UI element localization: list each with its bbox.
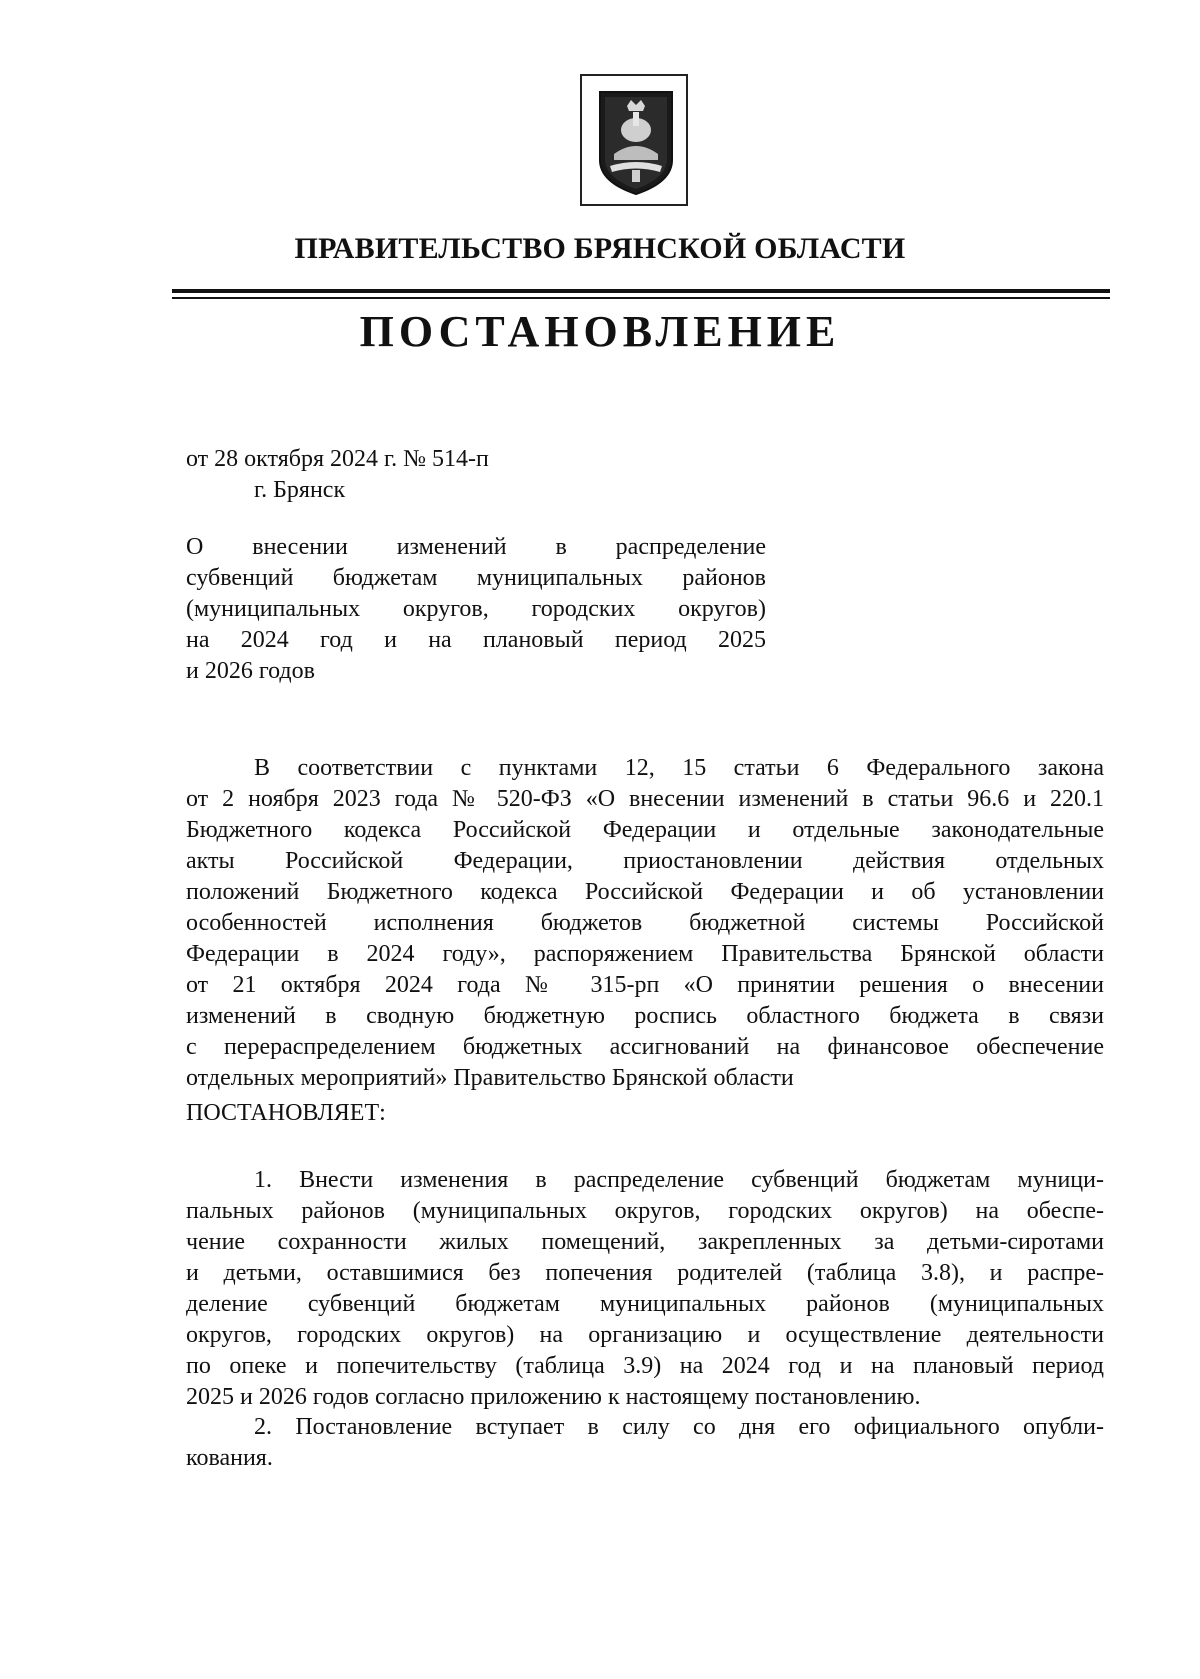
item-paragraph-1 — [186, 1165, 1104, 1413]
subject-line: на 2024 год и на плановый период 2025 — [186, 627, 766, 653]
date-number-line: от 28 октября 2024 г. № 514-п — [186, 446, 489, 472]
preamble-line: от 21 октября 2024 года № 315-рп «О принятии решения о внесении — [186, 972, 1104, 998]
subject-line: и 2026 годов — [186, 658, 315, 684]
subject-line: О внесении изменений в распределение — [186, 534, 766, 560]
item-line: кования. — [186, 1445, 273, 1471]
item-line: и детьми, оставшимися без попечения родителей (таблица 3.8), и распре- — [186, 1260, 1104, 1286]
preamble-line: акты Российской Федерации, приостановлении действия отдельных — [186, 848, 1104, 874]
decree-word: ПОСТАНОВЛЯЕТ: — [186, 1100, 386, 1126]
item-line: 1. Внести изменения в распределение субвенций бюджетам муници- — [254, 1167, 1104, 1193]
subject-block — [186, 532, 766, 687]
document-type-title: ПОСТАНОВЛЕНИЕ — [359, 307, 841, 356]
city-line: г. Брянск — [254, 477, 346, 503]
preamble-line: отдельных мероприятий» Правительство Брянской области — [186, 1065, 794, 1091]
preamble-line: Бюджетного кодекса Российской Федерации и отдельные законодательные — [186, 817, 1104, 843]
preamble-line: В соответствии с пунктами 12, 15 статьи 6 Федерального закона — [254, 755, 1104, 781]
preamble-paragraph — [186, 753, 1104, 1094]
subject-line: (муниципальных округов, городских округов) — [186, 596, 766, 622]
subject-line: субвенций бюджетам муниципальных районов — [186, 565, 766, 591]
preamble-line: особенностей исполнения бюджетов бюджетной системы Российской — [186, 910, 1104, 936]
preamble-line: положений Бюджетного кодекса Российской Федерации и об установлении — [186, 879, 1104, 905]
item-line: по опеке и попечительству (таблица 3.9) на 2024 год и на плановый период — [186, 1353, 1104, 1379]
organization-title: ПРАВИТЕЛЬСТВО БРЯНСКОЙ ОБЛАСТИ — [294, 232, 906, 265]
header-rule-thick — [172, 289, 1110, 293]
preamble-line: с перераспределением бюджетных ассигнований на финансовое обеспечение — [186, 1034, 1104, 1060]
brynsk-coat-of-arms-icon — [596, 86, 676, 198]
preamble-line: Федерации в 2024 году», распоряжением Правительства Брянской области — [186, 941, 1104, 967]
item-line: пальных районов (муниципальных округов, городских округов) на обеспе- — [186, 1198, 1104, 1224]
item-line: деление субвенций бюджетам муниципальных районов (муниципальных — [186, 1291, 1104, 1317]
item-paragraph-2 — [186, 1412, 1104, 1474]
item-line: округов, городских округов) на организацию и осуществление деятельности — [186, 1322, 1104, 1348]
item-line: чение сохранности жилых помещений, закрепленных за детьми-сиротами — [186, 1229, 1104, 1255]
item-line: 2025 и 2026 годов согласно приложению к настоящему постановлению. — [186, 1384, 921, 1410]
preamble-line: от 2 ноября 2023 года № 520-ФЗ «О внесении изменений в статьи 96.6 и 220.1 — [186, 786, 1104, 812]
coat-of-arms-emblem — [580, 74, 688, 206]
preamble-line: изменений в сводную бюджетную роспись областного бюджета в связи — [186, 1003, 1104, 1029]
item-line: 2. Постановление вступает в силу со дня его официального опубли- — [254, 1414, 1104, 1440]
header-rule-thin — [172, 297, 1110, 299]
